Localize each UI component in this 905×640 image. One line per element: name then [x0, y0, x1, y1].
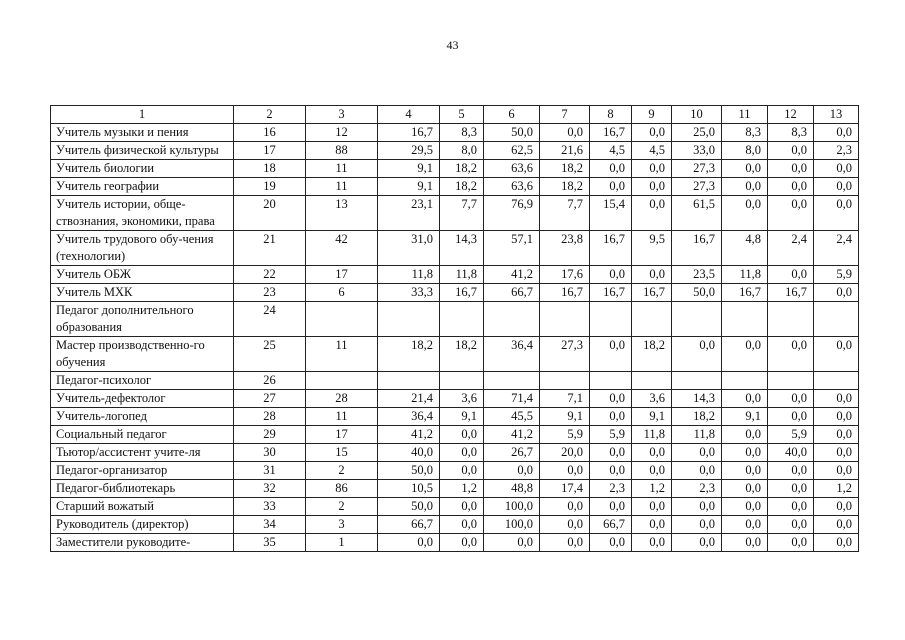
value-cell: 11 [306, 178, 378, 196]
value-cell: 21,6 [540, 142, 590, 160]
value-cell [540, 372, 590, 390]
value-cell: 66,7 [590, 516, 632, 534]
value-cell: 76,9 [484, 196, 540, 231]
table-body [51, 124, 859, 552]
position-cell: Учитель физической культуры [51, 142, 234, 160]
value-cell: 0,0 [590, 390, 632, 408]
value-cell: 0,0 [814, 196, 859, 231]
value-cell: 0,0 [440, 462, 484, 480]
value-cell: 5,9 [814, 266, 859, 284]
value-cell: 0,0 [632, 196, 672, 231]
value-cell: 0,0 [632, 534, 672, 552]
position-cell: Учитель ОБЖ [51, 266, 234, 284]
value-cell: 26 [234, 372, 306, 390]
table-row [51, 284, 859, 302]
value-cell: 28 [306, 390, 378, 408]
value-cell: 0,0 [590, 408, 632, 426]
value-cell: 0,0 [440, 498, 484, 516]
value-cell: 28 [234, 408, 306, 426]
value-cell: 100,0 [484, 516, 540, 534]
position-cell: Педагог дополнительного образования [51, 302, 234, 337]
value-cell [590, 302, 632, 337]
position-cell: Учитель музыки и пения [51, 124, 234, 142]
value-cell: 0,0 [768, 178, 814, 196]
value-cell: 0,0 [768, 142, 814, 160]
position-cell: Заместители руководите- [51, 534, 234, 552]
value-cell: 14,3 [672, 390, 722, 408]
value-cell: 4,8 [722, 231, 768, 266]
position-cell: Учитель трудового обу-чения (технологии) [51, 231, 234, 266]
value-cell: 0,0 [814, 426, 859, 444]
value-cell: 0,0 [768, 516, 814, 534]
header-row [51, 106, 859, 124]
value-cell: 0,0 [722, 390, 768, 408]
table-row [51, 302, 859, 337]
value-cell: 0,0 [672, 534, 722, 552]
column-header: 3 [306, 106, 378, 124]
value-cell: 13 [306, 196, 378, 231]
value-cell [632, 302, 672, 337]
value-cell: 0,0 [590, 498, 632, 516]
value-cell: 16 [234, 124, 306, 142]
value-cell: 24 [234, 302, 306, 337]
value-cell: 31 [234, 462, 306, 480]
value-cell: 0,0 [540, 534, 590, 552]
value-cell: 0,0 [768, 462, 814, 480]
value-cell: 29,5 [378, 142, 440, 160]
value-cell: 21 [234, 231, 306, 266]
value-cell: 34 [234, 516, 306, 534]
value-cell: 88 [306, 142, 378, 160]
value-cell [440, 372, 484, 390]
column-header: 7 [540, 106, 590, 124]
position-cell: Руководитель (директор) [51, 516, 234, 534]
value-cell: 0,0 [814, 516, 859, 534]
value-cell: 0,0 [814, 178, 859, 196]
value-cell [590, 372, 632, 390]
value-cell: 1,2 [440, 480, 484, 498]
value-cell: 14,3 [440, 231, 484, 266]
value-cell: 7,1 [540, 390, 590, 408]
table-row [51, 372, 859, 390]
value-cell: 11 [306, 408, 378, 426]
value-cell: 33,0 [672, 142, 722, 160]
value-cell: 66,7 [378, 516, 440, 534]
value-cell: 0,0 [768, 160, 814, 178]
value-cell: 0,0 [722, 516, 768, 534]
value-cell: 0,0 [768, 408, 814, 426]
value-cell: 0,0 [590, 337, 632, 372]
value-cell: 0,0 [722, 160, 768, 178]
value-cell: 23 [234, 284, 306, 302]
value-cell: 33,3 [378, 284, 440, 302]
value-cell: 17 [306, 426, 378, 444]
table-row [51, 534, 859, 552]
value-cell [672, 372, 722, 390]
value-cell [632, 372, 672, 390]
table-row [51, 480, 859, 498]
value-cell: 50,0 [484, 124, 540, 142]
table-row [51, 498, 859, 516]
value-cell: 27,3 [672, 178, 722, 196]
value-cell: 18,2 [540, 178, 590, 196]
value-cell: 33 [234, 498, 306, 516]
value-cell: 16,7 [722, 284, 768, 302]
value-cell: 0,0 [440, 444, 484, 462]
value-cell: 11,8 [440, 266, 484, 284]
value-cell: 48,8 [484, 480, 540, 498]
position-cell: Старший вожатый [51, 498, 234, 516]
value-cell: 50,0 [378, 462, 440, 480]
value-cell: 9,1 [378, 178, 440, 196]
value-cell: 8,3 [440, 124, 484, 142]
value-cell [306, 302, 378, 337]
column-header: 9 [632, 106, 672, 124]
value-cell: 0,0 [722, 462, 768, 480]
value-cell: 0,0 [672, 444, 722, 462]
value-cell: 9,1 [440, 408, 484, 426]
value-cell: 16,7 [540, 284, 590, 302]
value-cell: 17 [306, 266, 378, 284]
value-cell: 61,5 [672, 196, 722, 231]
table-row [51, 178, 859, 196]
value-cell: 63,6 [484, 160, 540, 178]
value-cell: 19 [234, 178, 306, 196]
value-cell: 31,0 [378, 231, 440, 266]
value-cell: 25 [234, 337, 306, 372]
value-cell: 0,0 [440, 426, 484, 444]
value-cell: 16,7 [672, 231, 722, 266]
value-cell: 8,3 [768, 124, 814, 142]
value-cell: 15,4 [590, 196, 632, 231]
value-cell: 2,4 [768, 231, 814, 266]
value-cell: 9,1 [632, 408, 672, 426]
value-cell [814, 302, 859, 337]
value-cell: 0,0 [540, 124, 590, 142]
value-cell: 16,7 [632, 284, 672, 302]
value-cell [768, 372, 814, 390]
data-table [50, 105, 859, 552]
value-cell: 0,0 [814, 408, 859, 426]
table-row [51, 426, 859, 444]
table-row [51, 142, 859, 160]
value-cell: 0,0 [722, 426, 768, 444]
value-cell: 0,0 [768, 534, 814, 552]
value-cell: 3,6 [632, 390, 672, 408]
value-cell: 21,4 [378, 390, 440, 408]
value-cell: 11,8 [378, 266, 440, 284]
value-cell: 11 [306, 160, 378, 178]
value-cell: 0,0 [590, 266, 632, 284]
value-cell: 0,0 [814, 160, 859, 178]
value-cell: 20 [234, 196, 306, 231]
value-cell: 5,9 [768, 426, 814, 444]
value-cell: 17,4 [540, 480, 590, 498]
value-cell: 0,0 [540, 516, 590, 534]
value-cell: 100,0 [484, 498, 540, 516]
value-cell: 0,0 [590, 534, 632, 552]
value-cell: 0,0 [632, 498, 672, 516]
column-header: 11 [722, 106, 768, 124]
column-header: 5 [440, 106, 484, 124]
value-cell: 18,2 [378, 337, 440, 372]
value-cell: 0,0 [632, 516, 672, 534]
value-cell: 57,1 [484, 231, 540, 266]
value-cell: 0,0 [672, 462, 722, 480]
column-header: 1 [51, 106, 234, 124]
value-cell: 27,3 [540, 337, 590, 372]
value-cell: 0,0 [484, 534, 540, 552]
value-cell: 36,4 [378, 408, 440, 426]
value-cell: 25,0 [672, 124, 722, 142]
table-row [51, 516, 859, 534]
value-cell: 0,0 [768, 480, 814, 498]
position-cell: Педагог-библиотекарь [51, 480, 234, 498]
table-row [51, 444, 859, 462]
value-cell: 40,0 [768, 444, 814, 462]
value-cell: 0,0 [632, 462, 672, 480]
position-cell: Учитель-логопед [51, 408, 234, 426]
value-cell: 23,8 [540, 231, 590, 266]
column-header: 13 [814, 106, 859, 124]
value-cell: 10,5 [378, 480, 440, 498]
value-cell: 0,0 [814, 337, 859, 372]
value-cell: 0,0 [814, 462, 859, 480]
position-cell: Учитель МХК [51, 284, 234, 302]
value-cell: 2 [306, 498, 378, 516]
value-cell: 0,0 [722, 534, 768, 552]
value-cell: 0,0 [722, 337, 768, 372]
value-cell: 0,0 [484, 462, 540, 480]
value-cell [484, 302, 540, 337]
value-cell: 16,7 [590, 124, 632, 142]
value-cell [484, 372, 540, 390]
value-cell: 41,2 [484, 266, 540, 284]
value-cell: 45,5 [484, 408, 540, 426]
value-cell [540, 302, 590, 337]
value-cell: 0,0 [722, 498, 768, 516]
value-cell: 27 [234, 390, 306, 408]
value-cell: 11,8 [672, 426, 722, 444]
table-row [51, 160, 859, 178]
value-cell: 0,0 [632, 444, 672, 462]
value-cell: 30 [234, 444, 306, 462]
value-cell: 16,7 [590, 231, 632, 266]
position-cell: Педагог-организатор [51, 462, 234, 480]
value-cell: 8,0 [440, 142, 484, 160]
value-cell: 0,0 [768, 337, 814, 372]
value-cell [768, 302, 814, 337]
value-cell: 0,0 [768, 390, 814, 408]
value-cell [814, 372, 859, 390]
table-row [51, 462, 859, 480]
value-cell: 26,7 [484, 444, 540, 462]
value-cell: 5,9 [590, 426, 632, 444]
value-cell: 2,3 [672, 480, 722, 498]
value-cell: 17 [234, 142, 306, 160]
table-row [51, 337, 859, 372]
column-header: 2 [234, 106, 306, 124]
value-cell: 0,0 [540, 498, 590, 516]
value-cell: 9,1 [722, 408, 768, 426]
table-row [51, 266, 859, 284]
column-header: 12 [768, 106, 814, 124]
value-cell: 2,3 [590, 480, 632, 498]
table-row [51, 231, 859, 266]
value-cell [722, 302, 768, 337]
value-cell: 1,2 [632, 480, 672, 498]
value-cell: 12 [306, 124, 378, 142]
table-row [51, 390, 859, 408]
value-cell: 16,7 [768, 284, 814, 302]
value-cell: 16,7 [590, 284, 632, 302]
value-cell [306, 372, 378, 390]
value-cell: 7,7 [440, 196, 484, 231]
value-cell: 62,5 [484, 142, 540, 160]
column-header: 10 [672, 106, 722, 124]
value-cell: 35 [234, 534, 306, 552]
value-cell: 16,7 [378, 124, 440, 142]
value-cell: 0,0 [378, 534, 440, 552]
position-cell: Социальный педагог [51, 426, 234, 444]
value-cell [440, 302, 484, 337]
column-header: 4 [378, 106, 440, 124]
value-cell: 16,7 [440, 284, 484, 302]
value-cell: 18,2 [440, 178, 484, 196]
position-cell: Учитель истории, обще-ствознания, экономики, права [51, 196, 234, 231]
value-cell: 50,0 [672, 284, 722, 302]
value-cell: 9,5 [632, 231, 672, 266]
value-cell: 0,0 [814, 284, 859, 302]
value-cell: 0,0 [814, 534, 859, 552]
position-cell: Учитель биологии [51, 160, 234, 178]
position-cell: Тьютор/ассистент учите-ля [51, 444, 234, 462]
value-cell [672, 302, 722, 337]
value-cell: 15 [306, 444, 378, 462]
value-cell: 42 [306, 231, 378, 266]
value-cell: 0,0 [590, 444, 632, 462]
value-cell: 18,2 [540, 160, 590, 178]
value-cell: 4,5 [632, 142, 672, 160]
value-cell: 32 [234, 480, 306, 498]
value-cell: 0,0 [814, 444, 859, 462]
value-cell [378, 372, 440, 390]
value-cell: 22 [234, 266, 306, 284]
position-cell: Педагог-психолог [51, 372, 234, 390]
value-cell: 2,3 [814, 142, 859, 160]
value-cell: 11 [306, 337, 378, 372]
value-cell: 0,0 [590, 160, 632, 178]
value-cell: 40,0 [378, 444, 440, 462]
column-header: 8 [590, 106, 632, 124]
value-cell: 5,9 [540, 426, 590, 444]
value-cell: 9,1 [378, 160, 440, 178]
value-cell: 0,0 [722, 444, 768, 462]
value-cell: 41,2 [484, 426, 540, 444]
value-cell [378, 302, 440, 337]
value-cell: 1,2 [814, 480, 859, 498]
value-cell: 0,0 [768, 196, 814, 231]
value-cell: 2,4 [814, 231, 859, 266]
value-cell: 18,2 [440, 160, 484, 178]
value-cell: 3,6 [440, 390, 484, 408]
value-cell: 3 [306, 516, 378, 534]
table-row [51, 124, 859, 142]
column-header: 6 [484, 106, 540, 124]
table-row [51, 408, 859, 426]
value-cell: 0,0 [632, 124, 672, 142]
value-cell: 8,0 [722, 142, 768, 160]
position-cell: Мастер производственно-го обучения [51, 337, 234, 372]
value-cell: 18 [234, 160, 306, 178]
value-cell: 18,2 [632, 337, 672, 372]
value-cell: 50,0 [378, 498, 440, 516]
value-cell: 17,6 [540, 266, 590, 284]
value-cell: 71,4 [484, 390, 540, 408]
value-cell: 4,5 [590, 142, 632, 160]
value-cell: 0,0 [814, 390, 859, 408]
value-cell: 23,1 [378, 196, 440, 231]
table-row [51, 196, 859, 231]
value-cell: 11,8 [722, 266, 768, 284]
value-cell: 0,0 [540, 462, 590, 480]
value-cell: 0,0 [632, 266, 672, 284]
value-cell: 66,7 [484, 284, 540, 302]
value-cell: 18,2 [672, 408, 722, 426]
position-cell: Учитель-дефектолог [51, 390, 234, 408]
value-cell: 0,0 [440, 534, 484, 552]
value-cell: 0,0 [722, 196, 768, 231]
value-cell: 0,0 [814, 124, 859, 142]
value-cell: 0,0 [672, 337, 722, 372]
position-cell: Учитель географии [51, 178, 234, 196]
value-cell: 0,0 [672, 516, 722, 534]
value-cell: 0,0 [632, 178, 672, 196]
value-cell: 36,4 [484, 337, 540, 372]
value-cell: 1 [306, 534, 378, 552]
value-cell: 41,2 [378, 426, 440, 444]
value-cell: 27,3 [672, 160, 722, 178]
value-cell: 8,3 [722, 124, 768, 142]
value-cell: 18,2 [440, 337, 484, 372]
value-cell: 0,0 [814, 498, 859, 516]
value-cell: 7,7 [540, 196, 590, 231]
value-cell: 23,5 [672, 266, 722, 284]
value-cell: 29 [234, 426, 306, 444]
value-cell: 0,0 [672, 498, 722, 516]
value-cell: 0,0 [722, 480, 768, 498]
value-cell: 6 [306, 284, 378, 302]
value-cell: 86 [306, 480, 378, 498]
value-cell: 0,0 [768, 266, 814, 284]
value-cell: 9,1 [540, 408, 590, 426]
value-cell: 20,0 [540, 444, 590, 462]
value-cell: 11,8 [632, 426, 672, 444]
value-cell: 0,0 [768, 498, 814, 516]
value-cell: 63,6 [484, 178, 540, 196]
value-cell: 0,0 [632, 160, 672, 178]
value-cell: 2 [306, 462, 378, 480]
value-cell: 0,0 [440, 516, 484, 534]
value-cell: 0,0 [722, 178, 768, 196]
value-cell: 0,0 [590, 178, 632, 196]
value-cell: 0,0 [590, 462, 632, 480]
value-cell [722, 372, 768, 390]
page-number: 43 [446, 38, 459, 52]
